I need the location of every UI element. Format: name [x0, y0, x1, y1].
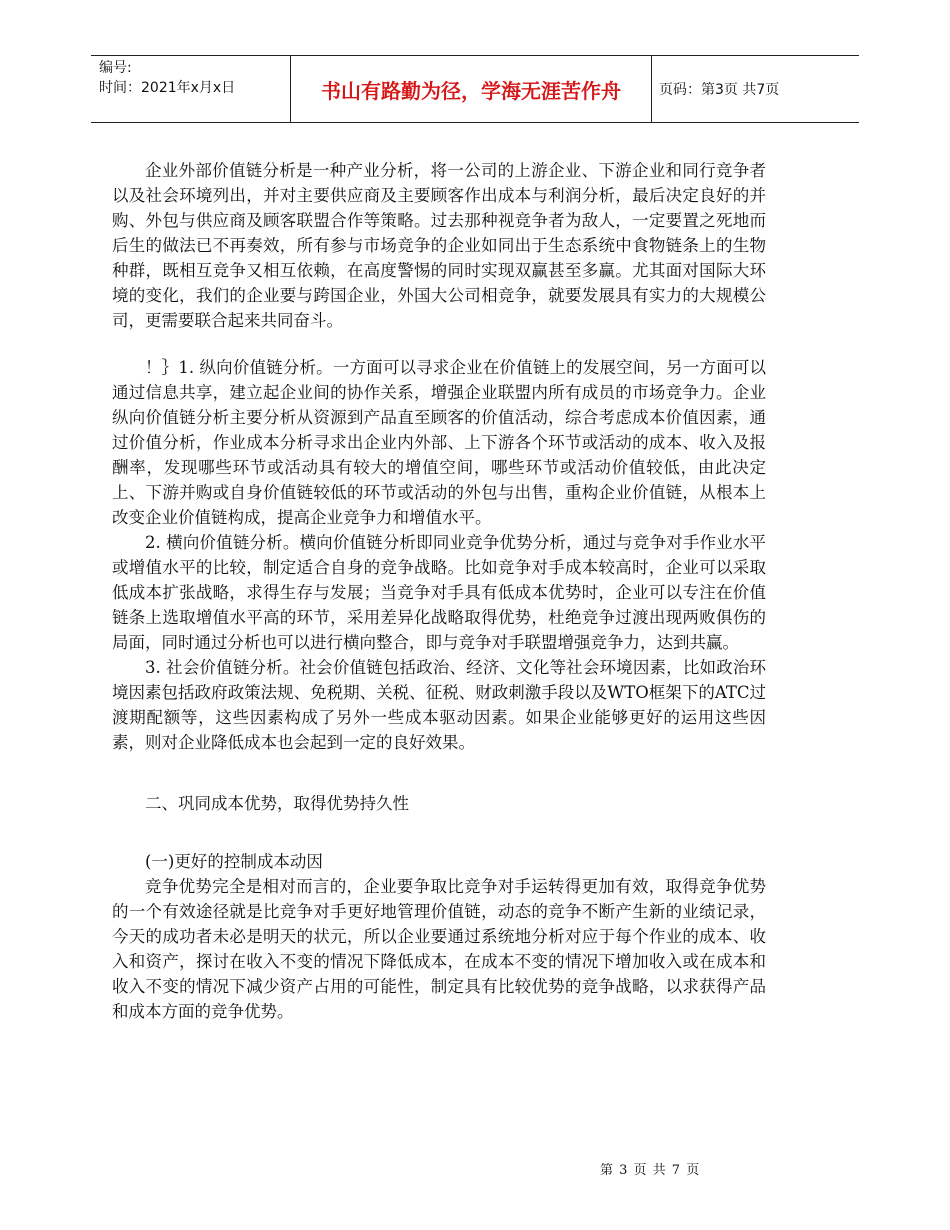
paragraph-social-value-chain: 3. 社会价值链分析。社会价值链包括政治、经济、文化等社会环境因素，比如政治环境因素包括政府政策法规、免税期、关税、征税、财政刺激手段以及WTO框架下的ATC过渡期配额等，这些因素构成了另外一些成本驱动因素。如果企业能够更好的运用这些因素，则对企业降低成本也会起到一定的良好效果。	[112, 658, 766, 752]
page-footer: 第 3 页 共 7 页	[600, 1163, 701, 1178]
paragraph-intro: 企业外部价值链分析是一种产业分析，将一公司的上游企业、下游企业和同行竞争者以及社会环境列出，并对主要供应商及主要顾客作出成本与利润分析，最后决定良好的并购、外包与供应商及顾客联盟合作等策略。过去那种视竞争者为敌人，一定要置之死地而后生的做法已不再奏效，所有参与市场竞争的企业如同出于生态系统中食物链条上的生物种群，既相互竞争又相互依赖，在高度警惕的同时实现双赢甚至多赢。尤其面对国际大环境的变化，我们的企业要与跨国企业，外国大公司相竞争，就要发展具有实力的大规模公司，更需要联合起来共同奋斗。	[112, 161, 766, 330]
paragraph-cost-drivers: 竞争优势完全是相对而言的，企业要争取比竞争对手运转得更加有效，取得竞争优势的一个有效途径就是比竞争对手更好地管理价值链，动态的竞争不断产生新的业绩记录，今天的成功者未必是明天的状元，所以企业要通过系统地分析对应于每个作业的成本、收入和资产，探讨在收入不变的情况下降低成本，在成本不变的情况下增加收入或在成本和收入不变的情况下减少资产占用的可能性，制定具有比较优势的竞争战略，以求获得产品和成本方面的竞争优势。	[112, 877, 766, 1021]
page-header	[91, 55, 859, 123]
header-meta	[99, 58, 289, 98]
number-label: 编号:	[99, 60, 132, 76]
header-page-info: 页码：第3页 共7页	[659, 82, 780, 98]
subheading: (一)更好的控制成本动因	[145, 852, 323, 871]
header-motto: 书山有路勤为径，学海无涯苦作舟	[290, 56, 652, 122]
paragraph-horizontal-value-chain: 2. 横向价值链分析。横向价值链分析即同业竞争优势分析，通过与竞争对手作业水平或增值水平的比较，制定适合自身的竞争战略。比如竞争对手成本较高时，企业可以采取低成本扩张战略，求得生存与发展；当竞争对手具有低成本优势时，企业可以专注在价值链条上选取增值水平高的环节，采用差异化战略取得优势，杜绝竞争过渡出现两败俱伤的局面，同时通过分析也可以进行横向整合，即与竞争对手联盟增强竞争力，达到共赢。	[112, 533, 766, 652]
time-label: 时间：2021年x月x日	[99, 80, 236, 96]
section-heading: 二、巩同成本优势，取得优势持久性	[145, 794, 409, 813]
paragraph-vertical-value-chain: ！｝1. 纵向价值链分析。一方面可以寻求企业在价值链上的发展空间，另一方面可以通过信息共享，建立起企业间的协作关系，增强企业联盟内所有成员的市场竞争力。企业纵向价值链分析主要分析从资源到产品直至顾客的价值活动，综合考虑成本价值因素，通过价值分析，作业成本分析寻求出企业内外部、上下游各个环节或活动的成本、收入及报酬率，发现哪些环节或活动具有较大的增值空间，哪些环节或活动价值较低，由此决定上、下游并购或自身价值链较低的环节或活动的外包与出售，重构企业价值链，从根本上改变企业价值链构成，提高企业竞争力和增值水平。	[112, 358, 766, 527]
document-body	[112, 158, 766, 1024]
